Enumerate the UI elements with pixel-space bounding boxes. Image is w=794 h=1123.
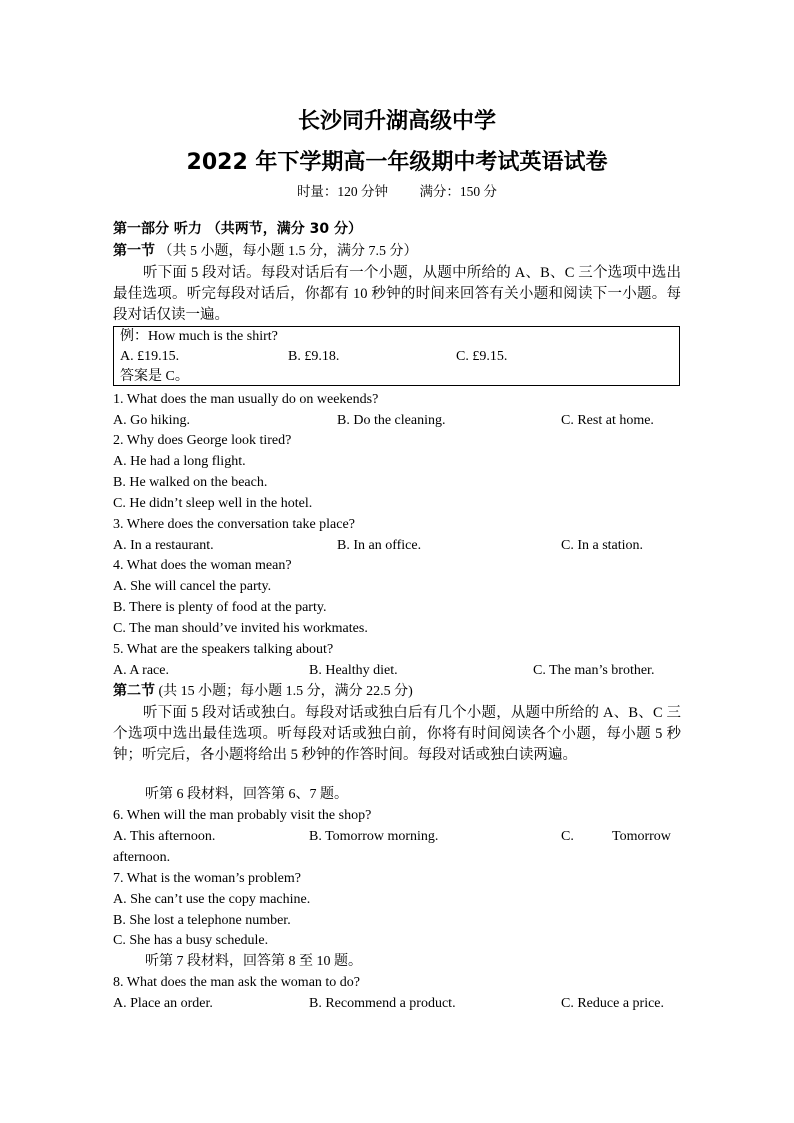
q5-option-a: A. A race. (113, 663, 169, 678)
q6-option-c-letter: C. (561, 829, 574, 844)
exam-title: 2022 年下学期高一年级期中考试英语试卷 (186, 150, 608, 175)
q2-option-a: A. He had a long flight. (113, 454, 246, 469)
q4-option-c: C. The man should’ve invited his workmates. (113, 621, 368, 636)
q6-option-c-word: Tomorrow (612, 829, 671, 844)
school-name: 长沙同升湖高级中学 (297, 109, 496, 134)
q7-option-b: B. She lost a telephone number. (113, 913, 291, 928)
part1-heading: 第一部分 听力 （共两节，满分 30 分） (113, 221, 362, 237)
q3-option-c: C. In a station. (561, 538, 644, 553)
q4-stem: 4. What does the woman mean? (113, 558, 292, 573)
section1-note: （共 5 小题，每小题 1.5 分，满分 7.5 分） (155, 244, 418, 259)
q7-stem: 7. What is the woman’s problem? (113, 871, 301, 886)
section2-note: (共 15 小题；每小题 1.5 分，满分 22.5 分) (155, 684, 413, 699)
q1-stem: 1. What does the man usually do on weekends? (113, 392, 379, 407)
q7-option-c: C. She has a busy schedule. (113, 933, 269, 948)
q2-option-c: C. He didn’t sleep well in the hotel. (113, 496, 313, 511)
q6-option-b: B. Tomorrow morning. (309, 829, 439, 844)
section2-heading (113, 681, 413, 702)
q4-option-b: B. There is plenty of food at the party. (113, 600, 327, 615)
q4-option-a: A. She will cancel the party. (113, 579, 272, 594)
exam-meta (0, 180, 794, 200)
example-question: 例：How much is the shirt? (120, 329, 278, 344)
q1-option-a: A. Go hiking. (113, 413, 190, 428)
q3-stem: 3. Where does the conversation take place? (113, 517, 355, 532)
full-score: 满分：150 分 (419, 184, 498, 199)
example-option-c: C. £9.15. (456, 349, 508, 364)
material-7-note: 听第 7 段材料，回答第 8 至 10 题。 (145, 954, 362, 969)
q7-option-a: A. She can’t use the copy machine. (113, 892, 311, 907)
q1-option-c: C. Rest at home. (561, 413, 654, 428)
q8-option-c: C. Reduce a price. (561, 996, 665, 1011)
q8-option-a: A. Place an order. (113, 996, 213, 1011)
section2-instructions: 听下面 5 段对话或独白。每段对话或独白后有几个小题，从题中所给的 A、B、C 三个选项中选出最佳选项。听每段对话或独白前，你将有时间阅读各个小题，每小题 5 秒钟；听完后，各小题将给出 5 秒钟的作答时间。每段对话或独白读两遍。 (113, 705, 681, 763)
q6-option-a: A. This afternoon. (113, 829, 216, 844)
q1-option-b: B. Do the cleaning. (337, 413, 446, 428)
example-option-b: B. £9.18. (288, 349, 340, 364)
material-6-note: 听第 6 段材料，回答第 6、7 题。 (145, 787, 348, 802)
q5-option-b: B. Healthy diet. (309, 663, 398, 678)
q2-option-b: B. He walked on the beach. (113, 475, 268, 490)
example-answer: 答案是 C。 (120, 369, 189, 384)
q2-stem: 2. Why does George look tired? (113, 433, 292, 448)
q5-stem: 5. What are the speakers talking about? (113, 642, 334, 657)
q3-option-a: A. In a restaurant. (113, 538, 214, 553)
q6-stem: 6. When will the man probably visit the shop? (113, 808, 372, 823)
q3-option-b: B. In an office. (337, 538, 422, 553)
section1-instructions: 听下面 5 段对话。每段对话后有一个小题，从题中所给的 A、B、C 三个选项中选出最佳选项。听完每段对话后，你都有 10 秒钟的时间来回答有关小题和阅读下一小题。每段对话仅读一遍。 (113, 265, 681, 323)
q5-option-c: C. The man’s brother. (533, 663, 655, 678)
section2-label: 第二节 (113, 683, 155, 699)
time-limit: 时量：120 分钟 (296, 184, 389, 199)
example-option-a: A. £19.15. (120, 349, 180, 364)
q6-option-c-continued: afternoon. (113, 850, 171, 865)
q8-option-b: B. Recommend a product. (309, 996, 456, 1011)
q8-stem: 8. What does the man ask the woman to do? (113, 975, 361, 990)
section1-heading (113, 241, 418, 262)
section1-label: 第一节 (113, 243, 155, 259)
